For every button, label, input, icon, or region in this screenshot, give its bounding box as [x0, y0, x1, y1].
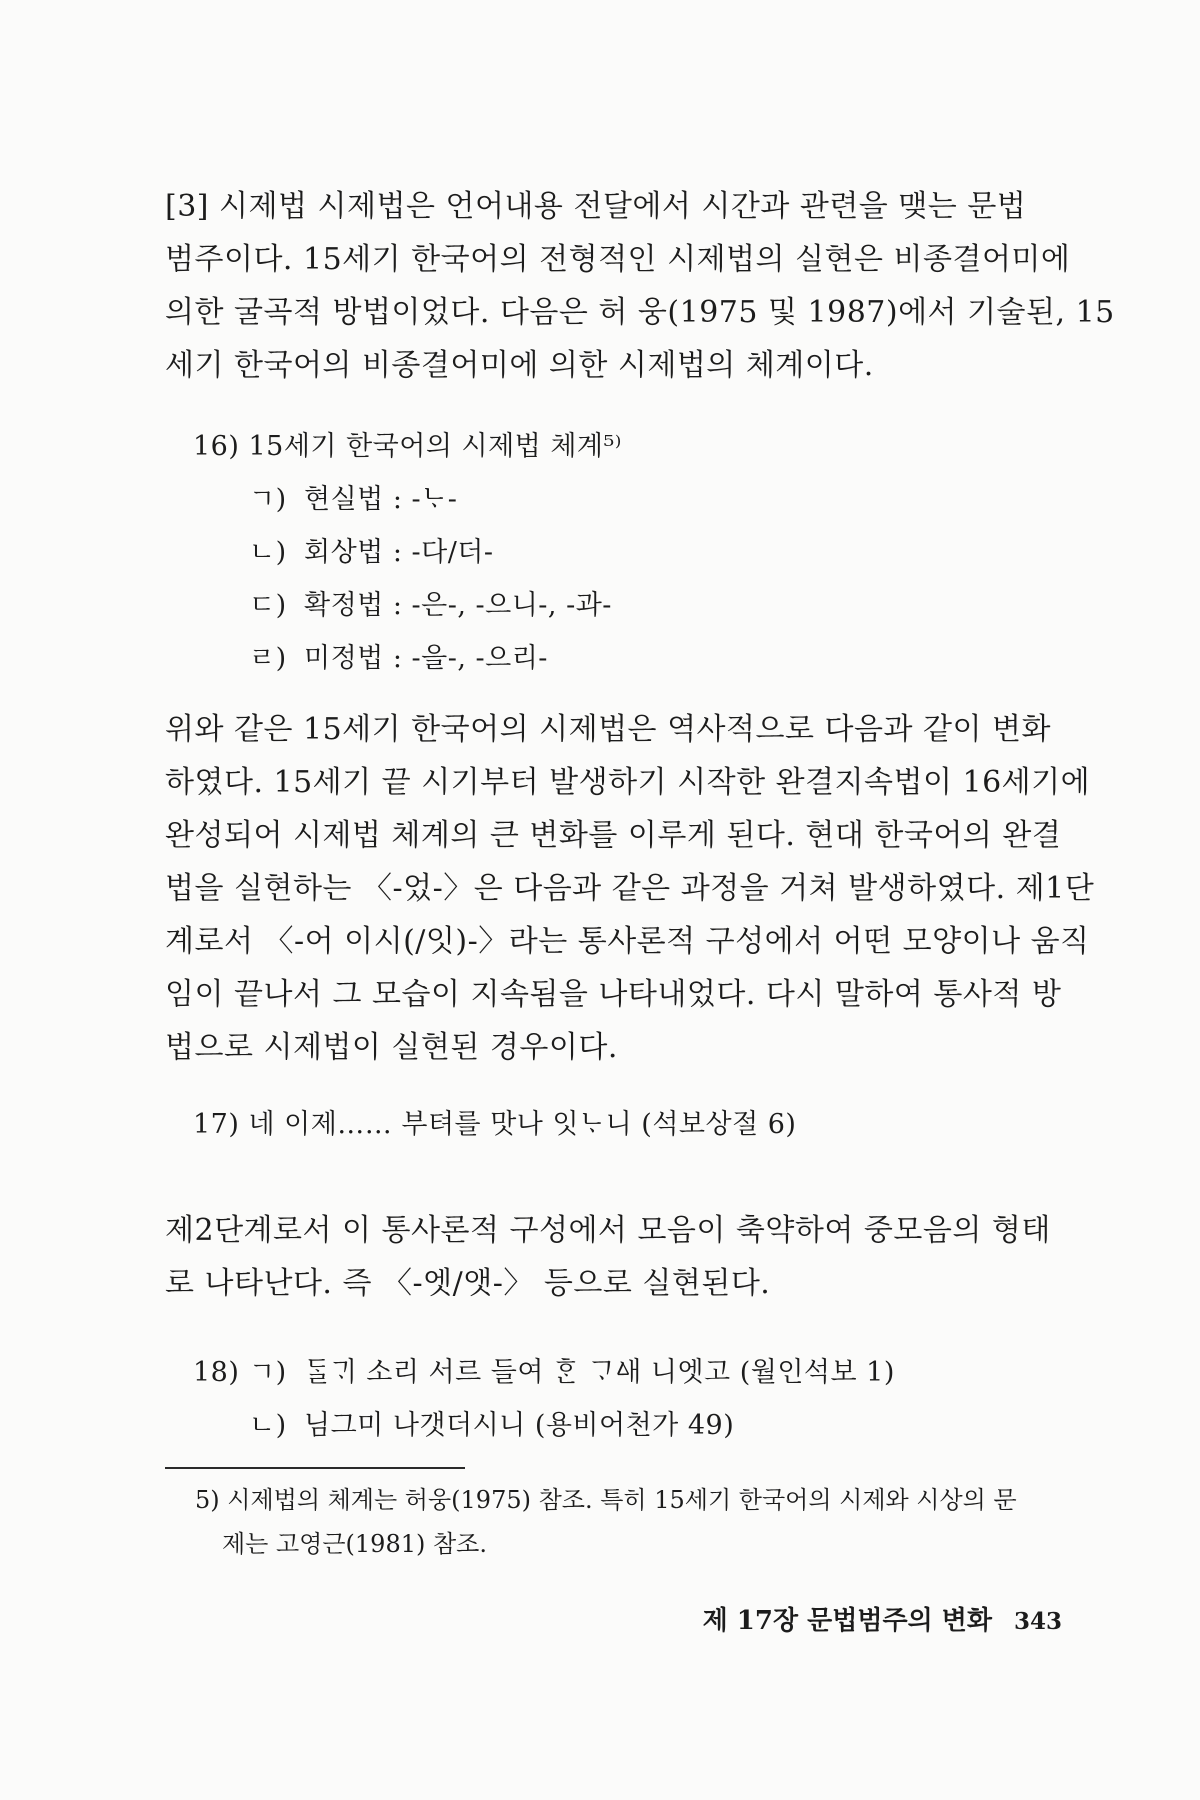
- text-line: 위와 같은 15세기 한국어의 시제법은 역사적으로 다음과 같이 변화: [165, 712, 1051, 747]
- example-text: 17) 네 이제…… 부텨를 맛나 잇ᄂᆞ니 (석보상절 6): [193, 1109, 797, 1140]
- paragraph-historical-change: [165, 703, 1095, 1074]
- example-item: [165, 1346, 1065, 1399]
- example-items: [249, 473, 1065, 685]
- item-marker: ㄱ): [249, 1357, 287, 1388]
- chapter-title: 제 17장 문법범주의 변화: [702, 1606, 992, 1636]
- item-marker: ㄹ): [249, 643, 287, 674]
- paragraph-stage-two: [165, 1204, 1065, 1310]
- text-line: 하였다. 15세기 끝 시기부터 발생하기 시작한 완결지속법이 16세기에: [165, 765, 1091, 800]
- text-line: 범주이다. 15세기 한국어의 전형적인 시제법의 실현은 비종결어미에: [165, 242, 1071, 277]
- item-text: 회상법 : -다/더-: [304, 537, 494, 568]
- item-text: 현실법 : -ᄂᆞ-: [304, 484, 458, 515]
- item-text: 님그미 나갯더시니 (용비어천가 49): [304, 1410, 735, 1441]
- example-16: [165, 420, 1065, 685]
- item-text: ᄃᆞᆯᄀᆡ 소리 서르 들여 ᄒᆞᆫ ᄀᆞᅀᅢ 니엣고 (월인석보 1): [304, 1357, 895, 1388]
- item-marker: ㄱ): [249, 484, 287, 515]
- item-text: 확정법 : -은-, -으니-, -과-: [304, 590, 612, 621]
- footnote-divider: [165, 1467, 465, 1469]
- text-line: 의한 굴곡적 방법이었다. 다음은 허 웅(1975 및 1987)에서 기술된, 15: [165, 295, 1115, 330]
- footnote: [195, 1478, 1075, 1566]
- text-line: 제2단계로서 이 통사론적 구성에서 모음이 축약하여 중모음의 형태: [165, 1213, 1051, 1248]
- page-number: 343: [1013, 1608, 1062, 1635]
- item-marker: ㄴ): [249, 1410, 287, 1441]
- text-line: 법으로 시제법이 실현된 경우이다.: [165, 1030, 618, 1065]
- text-line: 세기 한국어의 비종결어미에 의한 시제법의 체계이다.: [165, 348, 874, 383]
- text-line: 완성되어 시제법 체계의 큰 변화를 이루게 된다. 현대 한국어의 완결: [165, 818, 1062, 853]
- text-line: [3] 시제법 시제법은 언어내용 전달에서 시간과 관련을 맺는 문법: [165, 189, 1027, 224]
- example-item: [249, 632, 1065, 685]
- footnote-line: 제는 고영근(1981) 참조.: [222, 1530, 487, 1558]
- text-line: 계로서 〈-어 이시(/잇)-〉라는 통사론적 구성에서 어떤 모양이나 움직: [165, 924, 1090, 959]
- text-line: 임이 끝나서 그 모습이 지속됨을 나타내었다. 다시 말하여 통사적 방: [165, 977, 1062, 1012]
- example-item: [165, 1399, 1065, 1452]
- example-title: 16) 15세기 한국어의 시제법 체계⁵⁾: [193, 431, 622, 462]
- footnote-line: 5) 시제법의 체계는 허웅(1975) 참조. 특히 15세기 한국어의 시제와 시상의 문: [195, 1486, 1017, 1514]
- example-item: [249, 579, 1065, 632]
- item-marker: ㄷ): [249, 590, 287, 621]
- paragraph-tense-intro: [165, 180, 1115, 392]
- example-number: 18): [193, 1357, 240, 1388]
- running-footer: [703, 1600, 1062, 1637]
- example-18: [165, 1346, 1065, 1452]
- text-line: 법을 실현하는 〈-었-〉은 다음과 같은 과정을 거쳐 발생하였다. 제1단: [165, 871, 1095, 906]
- item-marker: ㄴ): [249, 537, 287, 568]
- example-item: [249, 473, 1065, 526]
- example-17: [165, 1098, 1065, 1151]
- item-text: 미정법 : -을-, -으리-: [304, 643, 548, 674]
- example-item: [249, 526, 1065, 579]
- text-line: 로 나타난다. 즉 〈-엣/앳-〉 등으로 실현된다.: [165, 1266, 771, 1301]
